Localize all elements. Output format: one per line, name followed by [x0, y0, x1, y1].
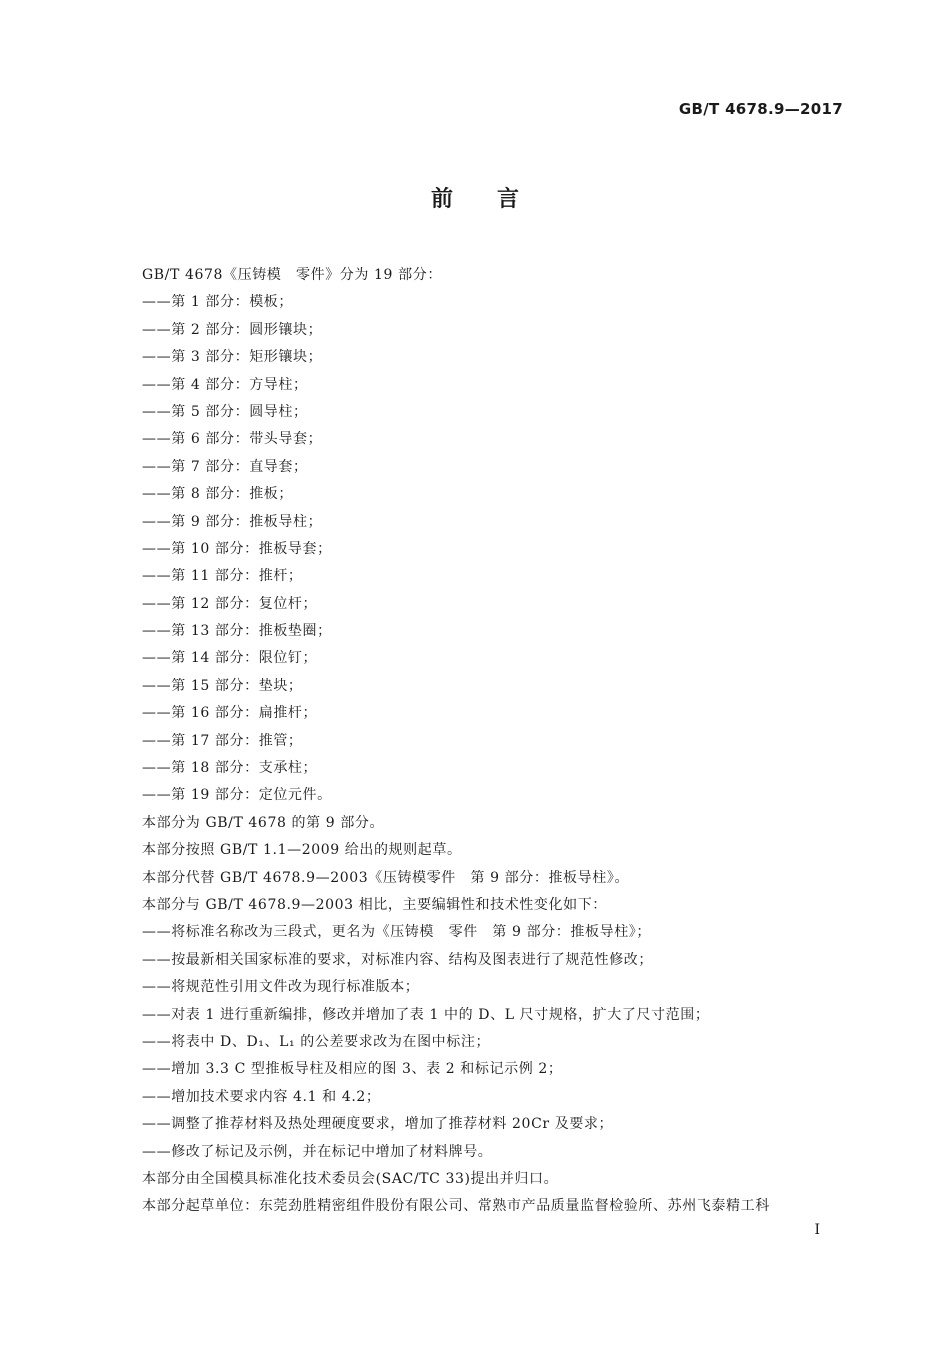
- text-line: 本部分由全国模具标准化技术委员会(SAC/TC 33)提出并归口。: [142, 1170, 559, 1187]
- page-number: I: [814, 1222, 820, 1238]
- text-line: ——增加 3.3 C 型推板导柱及相应的图 3、表 2 和标记示例 2；: [142, 1061, 563, 1078]
- text-line: ——第 13 部分：推板垫圈；: [142, 623, 332, 640]
- text-line: ——第 10 部分：推板导套；: [142, 540, 332, 557]
- text-line: ——第 6 部分：带头导套；: [142, 431, 323, 448]
- text-line: ——第 7 部分：直导套；: [142, 458, 308, 475]
- text-line: ——按最新相关国家标准的要求，对标准内容、结构及图表进行了规范性修改；: [142, 951, 653, 968]
- text-line: ——第 15 部分：垫块；: [142, 677, 303, 694]
- text-line: ——第 12 部分：复位杆；: [142, 595, 318, 612]
- text-line: ——第 18 部分：支承柱；: [142, 760, 318, 777]
- text-line: 本部分起草单位：东莞劲胜精密组件股份有限公司、常熟市产品质量监督检验所、苏州飞泰精工科: [142, 1198, 770, 1215]
- text-line: ——增加技术要求内容 4.1 和 4.2；: [142, 1088, 381, 1105]
- text-line: ——第 19 部分：定位元件。: [142, 787, 332, 804]
- page-title: 前言: [430, 187, 563, 212]
- text-line: ——对表 1 进行重新编排，修改并增加了表 1 中的 D、L 尺寸规格，扩大了尺寸范围；: [142, 1006, 710, 1023]
- text-line: ——第 4 部分：方导柱；: [142, 376, 308, 393]
- text-line: ——第 14 部分：限位钉；: [142, 650, 318, 667]
- text-line: 本部分与 GB/T 4678.9—2003 相比，主要编辑性和技术性变化如下：: [142, 896, 607, 913]
- text-line: 本部分按照 GB/T 1.1—2009 给出的规则起草。: [142, 842, 462, 859]
- text-line: GB/T 4678《压铸模 零件》分为 19 部分：: [142, 267, 442, 283]
- text-line: ——将规范性引用文件改为现行标准版本；: [142, 979, 420, 996]
- text-line: ——将标准名称改为三段式，更名为《压铸模 零件 第 9 部分：推板导柱》；: [142, 924, 652, 941]
- text-line: ——第 5 部分：圆导柱；: [142, 403, 308, 420]
- text-line: ——将表中 D、D₁、L₁ 的公差要求改为在图中标注；: [142, 1033, 491, 1050]
- text-line: ——修改了标记及示例，并在标记中增加了材料牌号。: [142, 1143, 493, 1160]
- text-line: ——第 3 部分：矩形镶块；: [142, 349, 323, 366]
- text-line: ——调整了推荐材料及热处理硬度要求，增加了推荐材料 20Cr 及要求；: [142, 1116, 614, 1133]
- text-line: 本部分代替 GB/T 4678.9—2003《压铸模零件 第 9 部分：推板导柱》。: [142, 869, 630, 886]
- text-line: ——第 9 部分：推板导柱；: [142, 513, 323, 530]
- text-line: ——第 11 部分：推杆；: [142, 568, 303, 585]
- text-line: ——第 2 部分：圆形镶块；: [142, 321, 323, 338]
- text-line: ——第 17 部分：推管；: [142, 732, 303, 749]
- text-line: ——第 1 部分：模板；: [142, 294, 294, 311]
- text-line: 本部分为 GB/T 4678 的第 9 部分。: [142, 814, 385, 831]
- text-line: ——第 8 部分：推板；: [142, 486, 294, 503]
- standard-code: GB/T 4678.9—2017: [678, 100, 843, 118]
- text-line: ——第 16 部分：扁推杆；: [142, 705, 318, 722]
- foreword-body: [142, 262, 850, 1221]
